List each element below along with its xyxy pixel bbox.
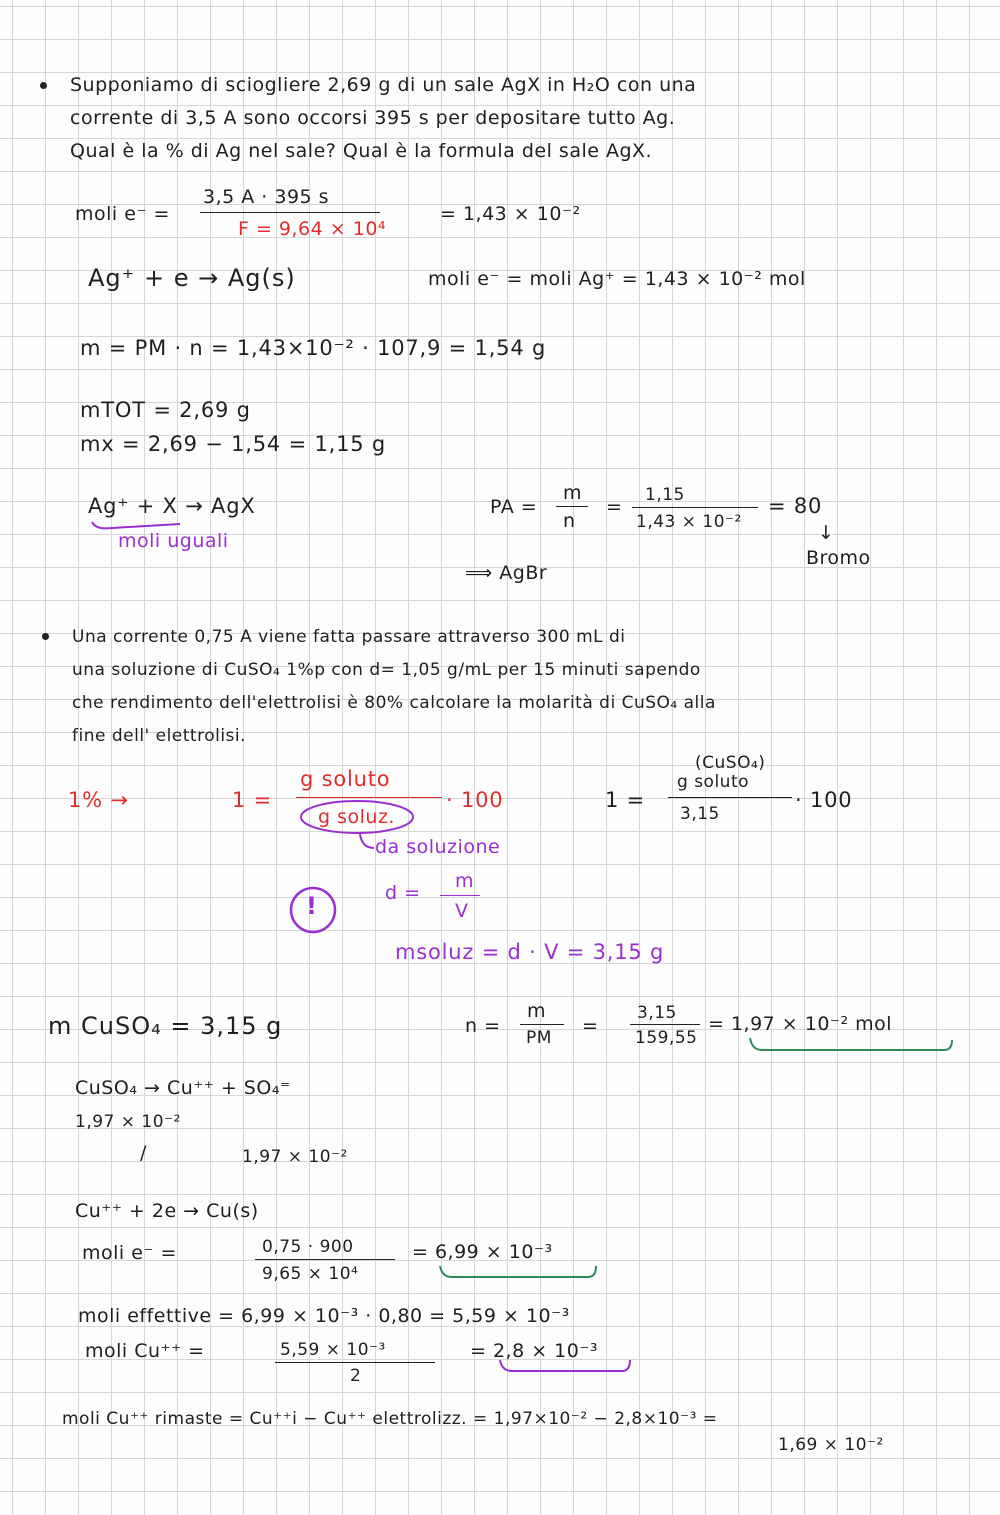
p2-moli-rimaste: moli Cu⁺⁺ rimaste = Cu⁺⁺i − Cu⁺⁺ elettrolizz. = 1,97×10⁻² − 2,8×10⁻³ = <box>62 1409 718 1429</box>
moli-e-underline <box>440 1266 596 1277</box>
p2-intro-line-3: che rendimento dell'elettrolisi è 80% calcolare la molarità di CuSO₄ alla <box>72 693 716 713</box>
p2-n-num: m <box>527 1000 547 1022</box>
p2-cu-reduction: Cu⁺⁺ + 2e → Cu(s) <box>75 1200 259 1222</box>
p1-moli-e-den: F = 9,64 × 10⁴ <box>238 218 387 240</box>
p1-moli-relation: moli e⁻ = moli Ag⁺ = 1,43 × 10⁻² mol <box>428 268 806 290</box>
p2-n-result: = 1,97 × 10⁻² mol <box>708 1013 893 1035</box>
p2-n-den2: 159,55 <box>635 1028 698 1048</box>
p2-pct-den: g soluz. <box>318 806 395 828</box>
moli-cu-underline <box>500 1360 630 1371</box>
p1-moli-uguali: moli uguali <box>118 530 229 552</box>
moli-uguali-brace <box>92 522 180 528</box>
p2-dissoc-slash: / <box>140 1142 147 1164</box>
p1-moli-e-num: 3,5 A · 395 s <box>203 186 330 208</box>
exclamation-circle <box>291 888 335 932</box>
p2-d-eq: d = <box>385 882 421 904</box>
p2-n-label: n = <box>465 1015 501 1037</box>
p1-intro-line-3: Qual è la % di Ag nel sale? Qual è la formula del sale AgX. <box>70 140 653 162</box>
p2-right-times: · 100 <box>795 788 853 812</box>
n-result-underline <box>750 1038 952 1050</box>
p2-intro-line-2: una soluzione di CuSO₄ 1%p con d= 1,05 g/mL per 15 minuti sapendo <box>72 660 701 680</box>
p2-moli-e-label: moli e⁻ = <box>82 1242 177 1264</box>
p2-right-num: g soluto <box>677 772 750 792</box>
p2-dissoc-value: 1,97 × 10⁻² <box>75 1112 181 1132</box>
p2-pct-times: · 100 <box>446 788 504 812</box>
p2-exclamation: ! <box>306 892 318 920</box>
p2-moli-e-den: 9,65 × 10⁴ <box>262 1264 359 1284</box>
p1-reaction: Ag⁺ + X → AgX <box>88 494 256 518</box>
p1-half-reaction: Ag⁺ + e → Ag(s) <box>88 264 296 292</box>
p1-m-tot: mTOT = 2,69 g <box>80 398 251 422</box>
p2-moli-cu-label: moli Cu⁺⁺ = <box>85 1340 205 1362</box>
p2-pct-eq: 1 = <box>232 788 273 812</box>
p2-m-soluz: msoluz = d · V = 3,15 g <box>395 940 665 964</box>
p1-intro-line-2: corrente di 3,5 A sono occorsi 395 s per depositare tutto Ag. <box>70 107 676 129</box>
p1-pa-eq: = <box>606 496 623 518</box>
p2-da-soluzione: da soluzione <box>375 836 501 858</box>
p1-intro-line-1: Supponiamo di sciogliere 2,69 g di un sale AgX in H₂O con una <box>70 74 697 96</box>
p2-dissoc-value-2: 1,97 × 10⁻² <box>242 1147 348 1167</box>
p2-moli-cu-result: = 2,8 × 10⁻³ <box>470 1340 598 1362</box>
p2-moli-rimaste-result: 1,69 × 10⁻² <box>778 1435 884 1455</box>
p2-intro-line-1: Una corrente 0,75 A viene fatta passare attraverso 300 mL di <box>72 627 626 647</box>
p2-moli-cu-num: 5,59 × 10⁻³ <box>280 1340 386 1360</box>
p2-d-num: m <box>455 870 475 892</box>
p2-pct-label: 1% → <box>68 788 129 812</box>
p1-arrow-down: ↓ <box>818 522 835 544</box>
p1-pa-num2: 1,15 <box>645 485 685 505</box>
p2-n-eq: = <box>582 1015 599 1037</box>
p2-moli-effettive: moli effettive = 6,99 × 10⁻³ · 0,80 = 5,59 × 10⁻³ <box>78 1305 570 1327</box>
p2-moli-cu-den: 2 <box>350 1366 362 1386</box>
p2-moli-e-result: = 6,99 × 10⁻³ <box>412 1241 553 1263</box>
p2-right-den: 3,15 <box>680 804 720 824</box>
p1-pa-den: n <box>563 510 576 532</box>
p1-pa-result: = 80 <box>768 494 823 518</box>
p1-pa-den2: 1,43 × 10⁻² <box>636 512 742 532</box>
p1-pa-num: m <box>563 482 583 504</box>
p2-d-den: V <box>455 900 469 922</box>
da-soluzione-hook <box>360 834 374 848</box>
p2-intro-line-4: fine dell' elettrolisi. <box>72 726 247 746</box>
p2-moli-e-num: 0,75 · 900 <box>262 1237 354 1257</box>
p2-n-num2: 3,15 <box>637 1003 677 1023</box>
p2-right-eq: 1 = <box>605 788 646 812</box>
p1-m-x: mx = 2,69 − 1,54 = 1,15 g <box>80 432 387 456</box>
p1-pa-label: PA = <box>490 496 538 518</box>
g-soluz-ellipse <box>301 801 413 833</box>
p1-bromo: Bromo <box>806 547 871 569</box>
p1-moli-e-result: = 1,43 × 10⁻² <box>440 203 581 225</box>
p2-dissociation: CuSO₄ → Cu⁺⁺ + SO₄⁼ <box>75 1077 291 1099</box>
p2-pct-num: g soluto <box>300 767 391 791</box>
p2-right-top: (CuSO₄) <box>695 753 766 773</box>
p2-m-cuso4: m CuSO₄ = 3,15 g <box>48 1012 283 1040</box>
p1-mass-ag: m = PM · n = 1,43×10⁻² · 107,9 = 1,54 g <box>80 336 547 360</box>
p2-n-den: PM <box>526 1028 552 1048</box>
p1-conclusion: ⟹ AgBr <box>465 562 548 584</box>
p1-moli-e-label: moli e⁻ = <box>75 203 170 225</box>
